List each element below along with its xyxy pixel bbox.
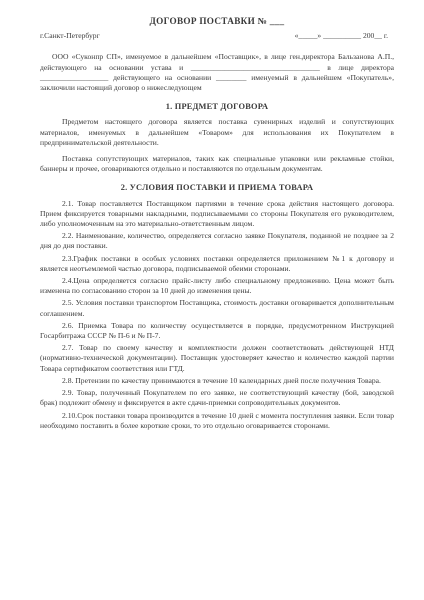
clause-2-8: 2.8. Претензии по качеству принимаются в течение 10 календарных дней после получения Товара. xyxy=(62,375,381,385)
clause-2-4: 2.4.Цена определяется согласно прайс-листу либо специальному предложению. Цена может быть изменена по согласованию сторон за 10 дней до изменения цены. xyxy=(40,276,394,296)
date: «_____» __________ 200__ г. xyxy=(294,31,388,41)
section-heading-delivery: 2. УСЛОВИЯ ПОСТАВКИ И ПРИЕМА ТОВАРА xyxy=(120,183,314,193)
clause-2-5: 2.5. Условия поставки транспортом Поставщика, стоимость доставки оговаривается дополнительным соглашением. xyxy=(40,298,394,318)
preamble-paragraph: ООО «Суконпр СП», именуемое в дальнейшем «Поставщик», в лице ген.директора Бальзанова А.П., действующего на основании устава и __________________________________ в лице директора __________________ действующего на основании ________ именуемый в дальнейшем «Покупатель», заключили настоящий договор о нижеследующем xyxy=(40,52,394,93)
clause-2-1: 2.1. Товар поставляется Поставщиком партиями в течение срока действия настоящего договора. Прием фиксируется товарными накладными, подписываемыми со стороны Покупателя его руководителем, либо уполномоченным на это материально-ответственным лицом. xyxy=(40,198,394,229)
clause-2-9: 2.9. Товар, полученный Покупателем по его заявке, не соответствующий качеству (бой, заводской брак) подлежит обмену и фиксируется в акте сдачи-приемки сопроводительных документов. xyxy=(40,388,394,408)
section-heading-subject: 1. ПРЕДМЕТ ДОГОВОРА xyxy=(165,102,269,112)
subject-paragraph: Предметом настоящего договора является поставка сувенирных изделий и сопутствующих материалов, именуемых в дальнейшем «Товаром» для использования их Покупателем в предпринимательской деятельности. xyxy=(40,117,394,147)
subject-paragraph: Поставка сопутствующих материалов, таких как специальные упаковки или рекламные стойки, баннеры и прочее, оговариваются отдельно и поставляются по отдельным документам. xyxy=(40,154,394,174)
document-title: ДОГОВОР ПОСТАВКИ № ___ xyxy=(149,16,285,26)
clause-2-2: 2.2. Наименование, количество, определяется согласно заявке Покупателя, поданной не позднее за 2 дня до дня поставки. xyxy=(40,231,394,251)
clause-2-3: 2.3.График поставки в особых условиях поставки определяется приложением №1 к договору и является неотъемлемой частью договора, подписываемой обеими сторонами. xyxy=(40,253,394,273)
place-date-line xyxy=(40,31,394,41)
clause-2-6: 2.6. Приемка Товара по количеству осуществляется в порядке, предусмотренном Инструкцией Госарбитража СССР № П-6 и № П-7. xyxy=(40,320,394,341)
clause-2-10: 2.10.Срок поставки товара производится в течение 10 дней с момента поступления заявки. Если товар необходимо поставить в более короткие сроки, то это отдельно оговаривается сторонами. xyxy=(40,410,394,430)
clause-2-7: 2.7. Товар по своему качеству и комплектности должен соответствовать действующей НТД (нормативно-технической документации). Поставщик удостоверяет качество и количество каждой партии Товара сертификатом соответствия или ГТД. xyxy=(40,343,394,373)
place: г.Санкт-Петербург xyxy=(40,31,100,41)
